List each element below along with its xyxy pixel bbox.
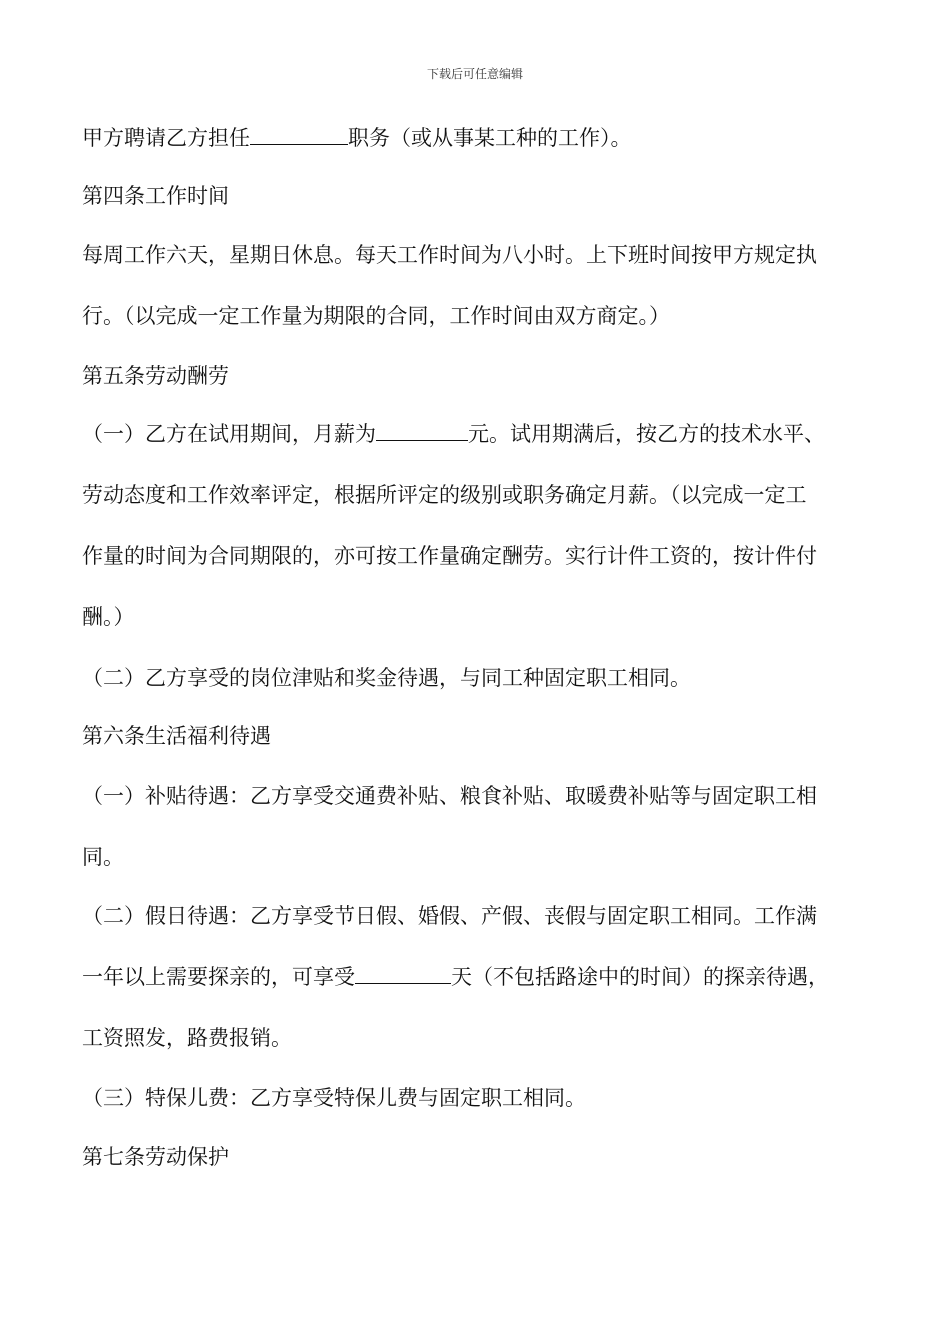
paragraph-line: 行。（以完成一定工作量为期限的合同，工作时间由双方商定。） (82, 304, 670, 328)
paragraph-line (82, 420, 825, 448)
fill-blank (250, 124, 348, 145)
section-heading: 第七条劳动保护 (82, 1145, 229, 1169)
paragraph-line: 工资照发，路费报销。 (82, 1026, 292, 1050)
paragraph-line: 劳动态度和工作效率评定，根据所评定的级别或职务确定月薪。（以完成一定工 (82, 483, 807, 507)
paragraph-line: 同。 (82, 845, 124, 869)
text-segment: 元。试用期满后，按乙方的技术水平、 (468, 422, 825, 446)
section-heading: 第五条劳动酬劳 (82, 364, 229, 388)
paragraph-line (82, 963, 829, 991)
paragraph-line: 每周工作六天，星期日休息。每天工作时间为八小时。上下班时间按甲方规定执 (82, 243, 817, 267)
paragraph-line: （一）补贴待遇：乙方享受交通费补贴、粮食补贴、取暖费补贴等与固定职工相 (82, 784, 817, 808)
section-heading: 第四条工作时间 (82, 184, 229, 208)
text-segment: 一年以上需要探亲的，可享受 (82, 965, 355, 989)
paragraph-line: （二）假日待遇：乙方享受节日假、婚假、产假、丧假与固定职工相同。工作满 (82, 904, 817, 928)
fill-blank (376, 420, 468, 441)
paragraph-line: （三）特保儿费：乙方享受特保儿费与固定职工相同。 (82, 1086, 586, 1110)
paragraph-line: （二）乙方享受的岗位津贴和奖金待遇，与同工种固定职工相同。 (82, 666, 691, 690)
text-segment: 职务（或从事某工种的工作）。 (348, 126, 632, 150)
page-header: 下载后可任意编辑 (426, 67, 523, 81)
section-heading: 第六条生活福利待遇 (82, 724, 271, 748)
fill-blank (355, 963, 451, 984)
text-segment: （一）乙方在试用期间，月薪为 (82, 422, 376, 446)
text-segment: 甲方聘请乙方担任 (82, 126, 250, 150)
paragraph-line: 作量的时间为合同期限的，亦可按工作量确定酬劳。实行计件工资的，按计件付 (82, 544, 817, 568)
paragraph-line: 酬。） (82, 605, 135, 629)
paragraph-line (82, 124, 632, 152)
text-segment: 天（不包括路途中的时间）的探亲待遇， (451, 965, 829, 989)
